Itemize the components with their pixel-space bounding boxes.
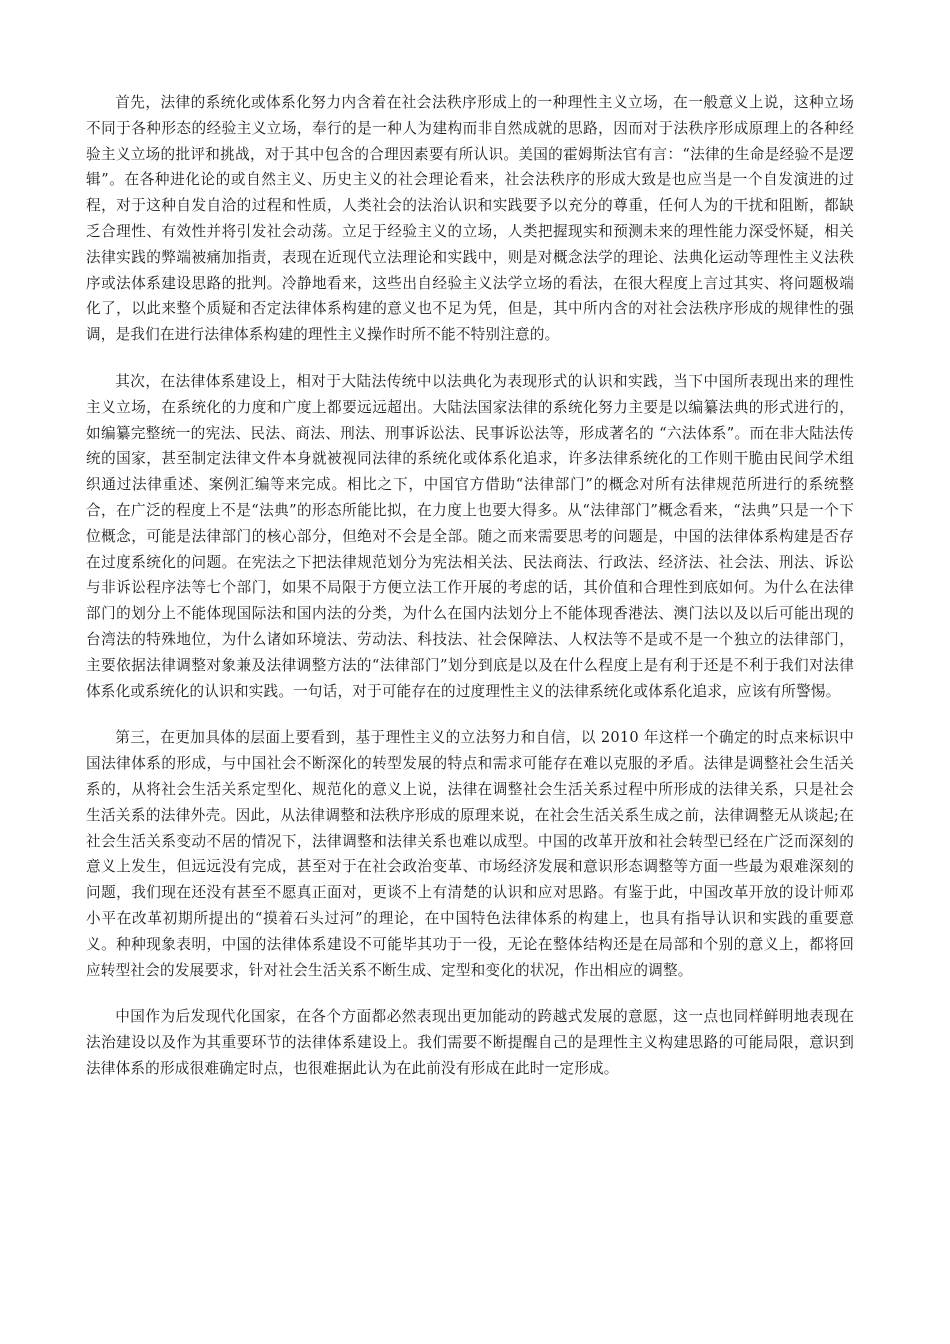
paragraph-2: 其次，在法律体系建设上，相对于大陆法传统中以法典化为表现形式的认识和实践，当下中国所表现出来的理性主义立场，在系统化的力度和广度上都要远远超出。大陆法国家法律的系统化努力主要是以编纂法典的形式进行的，如编纂完整统一的宪法、民法、商法、刑法、刑事诉讼法、民事诉讼法等，形成著名的 “六法体系”。而在非大陆法传统的国家，甚至制定法律文件本身就被视同法律的系统化或体系化追求，许多法律系统化的工作则干脆由民间学术组织通过法律重述、案例汇编等来完成。相比之下，中国官方借助“法律部门”的概念对所有法律规范所进行的系统整合，在广泛的程度上不是“法典”的形态所能比拟，在力度上也要大得多。从“法律部门”概念看来，“法典”只是一个下位概念，可能是法律部门的核心部分，但绝对不会是全部。随之而来需要思考的问题是，中国的法律体系构建是否存在过度系统化的问题。在宪法之下把法律规范划分为宪法相关法、民法商法、行政法、经济法、社会法、刑法、诉讼与非诉讼程序法等七个部门，如果不局限于方便立法工作开展的考虑的话，其价值和合理性到底如何。为什么在法律部门的划分上不能体现国际法和国内法的分类，为什么在国内法划分上不能体现香港法、澳门法以及以后可能出现的台湾法的特殊地位，为什么诸如环境法、劳动法、科技法、社会保障法、人权法等不是或不是一个独立的法律部门，主要依据法律调整对象兼及法律调整方法的“法律部门”划分到底是以及在什么程度上是有利于还是不利于我们对法律体系化或系统化的认识和实践。一句话，对于可能存在的过度理性主义的法律系统化或体系化追求，应该有所警惕。: [86, 372, 854, 700]
paragraph-1: 首先，法律的系统化或体系化努力内含着在社会法秩序形成上的一种理性主义立场，在一般意义上说，这种立场不同于各种形态的经验主义立场，奉行的是一种人为建构而非自然成就的思路，因而对于法秩序形成原理上的各种经验主义立场的批评和挑战，对于其中包含的合理因素要有所认识。美国的霍姆斯法官有言：“法律的生命是经验不是逻辑”。在各种进化论的或自然主义、历史主义的社会理论看来，社会法秩序的形成大致是也应当是一个自发演进的过程，对于这种自发自洽的过程和性质，人类社会的法治认识和实践要予以充分的尊重，任何人为的干扰和阻断，都缺乏合理性、有效性并将引发社会动荡。立足于经验主义的立场，人类把握现实和预测未来的理性能力深受怀疑，相关法律实践的弊端被痛加指责，表现在近现代立法理论和实践中，则是对概念法学的理论、法典化运动等理性主义法秩序或法体系建设思路的批判。冷静地看来，这些出自经验主义法学立场的看法，在很大程度上言过其实、将问题极端化了，以此来整个质疑和否定法律体系构建的意义也不足为凭，但是，其中所内含的对社会法秩序形成的规律性的强调，是我们在进行法律体系构建的理性主义操作时所不能不特别注意的。: [86, 94, 854, 344]
document-page: [86, 90, 854, 1103]
paragraph-4: 中国作为后发现代化国家，在各个方面都必然表现出更加能动的跨越式发展的意愿，这一点也同样鲜明地表现在法治建设以及作为其重要环节的法律体系建设上。我们需要不断提醒自己的是理性主义构建思路的可能局限，意识到法律体系的形成很难确定时点，也很难据此认为在此前没有形成在此时一定形成。: [86, 1008, 854, 1077]
paragraph-3: 第三，在更加具体的层面上要看到，基于理性主义的立法努力和自信，以 2010 年这样一个确定的时点来标识中国法律体系的形成，与中国社会不断深化的转型发展的特点和需求可能存在难以克服的矛盾。法律是调整社会生活关系的，从将社会生活关系定型化、规范化的意义上说，法律在调整社会生活关系过程中所形成的法律关系，只是社会生活关系的法律外壳。因此，从法律调整和法秩序形成的原理来说，在社会生活关系生成之前，法律调整无从谈起;在社会生活关系变动不居的情况下，法律调整和法律关系也难以成型。中国的改革开放和社会转型已经在广泛而深刻的意义上发生，但远远没有完成，甚至对于在社会政治变革、市场经济发展和意识形态调整等方面一些最为艰难深刻的问题，我们现在还没有甚至不愿真正面对，更谈不上有清楚的认识和应对思路。有鉴于此，中国改革开放的设计师邓小平在改革初期所提出的“摸着石头过河”的理论，在中国特色法律体系的构建上，也具有指导认识和实践的重要意义。种种现象表明，中国的法律体系建设不可能毕其功于一役，无论在整体结构还是在局部和个别的意义上，都将回应转型社会的发展要求，针对社会生活关系不断生成、定型和变化的状况，作出相应的调整。: [86, 729, 854, 979]
